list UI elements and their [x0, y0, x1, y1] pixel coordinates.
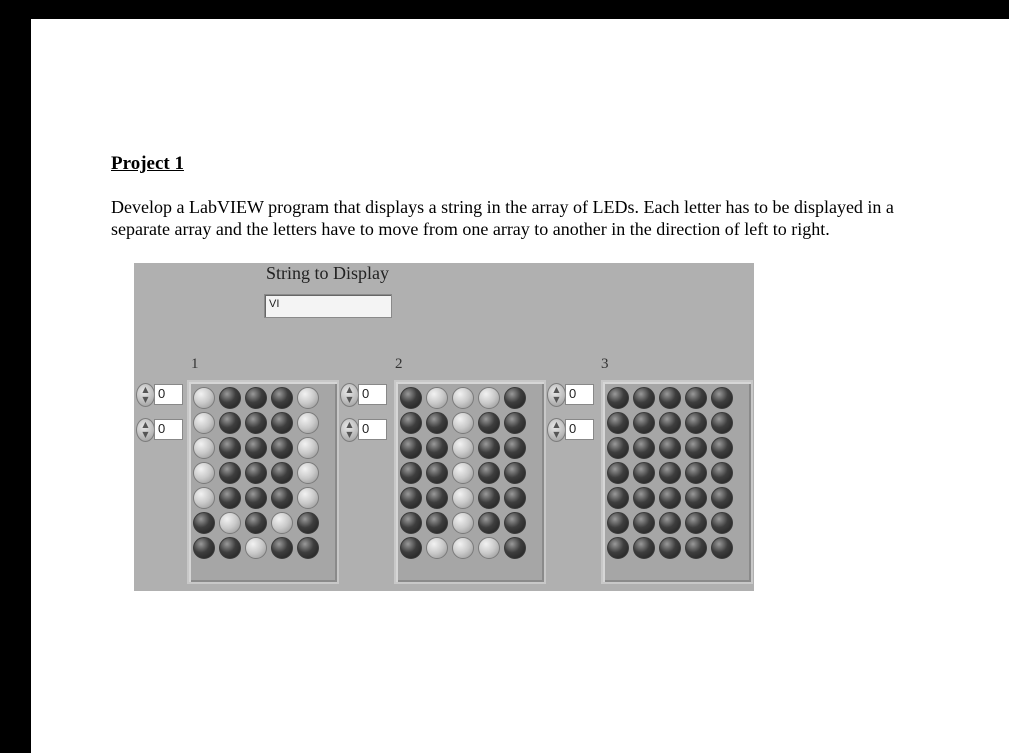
led-off[interactable]: [426, 462, 448, 484]
led-off[interactable]: [504, 512, 526, 534]
led-off[interactable]: [711, 487, 733, 509]
led-off[interactable]: [659, 462, 681, 484]
led-on[interactable]: [452, 387, 474, 409]
array-col-index-control[interactable]: [547, 418, 597, 442]
project-description: Develop a LabVIEW program that displays a string in the array of LEDs. Each letter has to be displayed in a separate array and the letters have to move from one array to another in the direction of left to right.: [111, 197, 894, 239]
led-off[interactable]: [504, 487, 526, 509]
led-off[interactable]: [711, 437, 733, 459]
array-row-index-value[interactable]: 0: [358, 384, 387, 405]
array-col-index-control[interactable]: [340, 418, 390, 442]
array-row-index-value[interactable]: 0: [154, 384, 183, 405]
increment-decrement-icon[interactable]: ▲ ▼: [340, 383, 359, 407]
led-array-frame: [187, 380, 339, 584]
led-off[interactable]: [659, 487, 681, 509]
led-off[interactable]: [400, 512, 422, 534]
led-on[interactable]: [193, 462, 215, 484]
led-off[interactable]: [607, 537, 629, 559]
led-on[interactable]: [193, 437, 215, 459]
led-off[interactable]: [504, 537, 526, 559]
led-on[interactable]: [297, 437, 319, 459]
led-grid: [193, 387, 319, 562]
led-off[interactable]: [711, 462, 733, 484]
led-off[interactable]: [711, 412, 733, 434]
led-off[interactable]: [633, 387, 655, 409]
led-off[interactable]: [426, 487, 448, 509]
led-off[interactable]: [297, 512, 319, 534]
led-on[interactable]: [452, 437, 474, 459]
led-on[interactable]: [452, 512, 474, 534]
led-off[interactable]: [271, 462, 293, 484]
array-row-index-control[interactable]: [547, 383, 597, 407]
led-off[interactable]: [685, 537, 707, 559]
led-off[interactable]: [607, 487, 629, 509]
led-off[interactable]: [219, 412, 241, 434]
led-off[interactable]: [478, 437, 500, 459]
led-off[interactable]: [633, 437, 655, 459]
led-off[interactable]: [685, 437, 707, 459]
led-array-frame: [394, 380, 546, 584]
led-off[interactable]: [607, 437, 629, 459]
led-on[interactable]: [219, 512, 241, 534]
led-array-frame: [601, 380, 753, 584]
led-off[interactable]: [219, 537, 241, 559]
led-off[interactable]: [478, 462, 500, 484]
led-off[interactable]: [659, 387, 681, 409]
led-off[interactable]: [633, 412, 655, 434]
array-row-index-control[interactable]: [340, 383, 390, 407]
led-off[interactable]: [685, 462, 707, 484]
led-off[interactable]: [607, 387, 629, 409]
led-off[interactable]: [245, 387, 267, 409]
led-off[interactable]: [633, 487, 655, 509]
led-off[interactable]: [219, 487, 241, 509]
project-title: Project 1: [111, 153, 184, 174]
led-on[interactable]: [271, 512, 293, 534]
led-on[interactable]: [297, 487, 319, 509]
led-on[interactable]: [245, 537, 267, 559]
led-off[interactable]: [607, 512, 629, 534]
array-col-index-control[interactable]: [136, 418, 186, 442]
led-off[interactable]: [685, 412, 707, 434]
led-off[interactable]: [297, 537, 319, 559]
led-off[interactable]: [504, 437, 526, 459]
led-off[interactable]: [504, 412, 526, 434]
led-on[interactable]: [426, 387, 448, 409]
led-off[interactable]: [400, 537, 422, 559]
led-off[interactable]: [400, 437, 422, 459]
led-on[interactable]: [426, 537, 448, 559]
labview-front-panel: [134, 263, 754, 591]
led-on[interactable]: [193, 412, 215, 434]
led-off[interactable]: [633, 512, 655, 534]
led-off[interactable]: [400, 487, 422, 509]
led-on[interactable]: [297, 462, 319, 484]
array-col-index-value[interactable]: 0: [154, 419, 183, 440]
led-off[interactable]: [219, 462, 241, 484]
led-off[interactable]: [659, 537, 681, 559]
led-off[interactable]: [711, 537, 733, 559]
led-off[interactable]: [271, 437, 293, 459]
increment-decrement-icon[interactable]: ▲ ▼: [547, 383, 566, 407]
led-off[interactable]: [685, 387, 707, 409]
increment-decrement-icon[interactable]: ▲ ▼: [547, 418, 566, 442]
led-off[interactable]: [245, 512, 267, 534]
array-index-label: 3: [601, 356, 609, 372]
array-col-index-value[interactable]: 0: [565, 419, 594, 440]
led-off[interactable]: [193, 537, 215, 559]
array-row-index-value[interactable]: 0: [565, 384, 594, 405]
led-off[interactable]: [400, 462, 422, 484]
led-grid: [400, 387, 526, 562]
led-off[interactable]: [426, 437, 448, 459]
increment-decrement-icon[interactable]: ▲ ▼: [340, 418, 359, 442]
led-off[interactable]: [400, 412, 422, 434]
led-off[interactable]: [245, 437, 267, 459]
array-row-index-control[interactable]: [136, 383, 186, 407]
increment-decrement-icon[interactable]: ▲ ▼: [136, 418, 155, 442]
led-off[interactable]: [685, 512, 707, 534]
led-off[interactable]: [633, 462, 655, 484]
led-on[interactable]: [452, 487, 474, 509]
led-grid: [607, 387, 733, 562]
led-off[interactable]: [633, 537, 655, 559]
led-off[interactable]: [711, 387, 733, 409]
led-off[interactable]: [478, 412, 500, 434]
led-off[interactable]: [271, 537, 293, 559]
led-on[interactable]: [452, 412, 474, 434]
led-off[interactable]: [607, 462, 629, 484]
led-on[interactable]: [478, 537, 500, 559]
led-off[interactable]: [400, 387, 422, 409]
led-off[interactable]: [271, 487, 293, 509]
led-on[interactable]: [193, 487, 215, 509]
led-on[interactable]: [193, 387, 215, 409]
window-top-border: [0, 0, 1009, 19]
led-off[interactable]: [245, 462, 267, 484]
led-off[interactable]: [685, 487, 707, 509]
led-off[interactable]: [659, 412, 681, 434]
led-on[interactable]: [478, 387, 500, 409]
led-on[interactable]: [452, 462, 474, 484]
led-on[interactable]: [297, 387, 319, 409]
string-to-display-label: String to Display: [266, 263, 390, 283]
array-col-index-value[interactable]: 0: [358, 419, 387, 440]
led-off[interactable]: [245, 412, 267, 434]
led-off[interactable]: [245, 487, 267, 509]
led-off[interactable]: [504, 462, 526, 484]
led-off[interactable]: [193, 512, 215, 534]
led-off[interactable]: [659, 512, 681, 534]
led-off[interactable]: [219, 437, 241, 459]
led-off[interactable]: [271, 412, 293, 434]
led-on[interactable]: [452, 537, 474, 559]
array-index-label: 1: [191, 356, 199, 372]
array-index-label: 2: [395, 356, 403, 372]
led-off[interactable]: [426, 512, 448, 534]
window-left-border: [0, 0, 31, 753]
led-off[interactable]: [504, 387, 526, 409]
led-off[interactable]: [711, 512, 733, 534]
led-on[interactable]: [297, 412, 319, 434]
increment-decrement-icon[interactable]: ▲ ▼: [136, 383, 155, 407]
led-off[interactable]: [271, 387, 293, 409]
string-to-display-input[interactable]: VI: [264, 294, 392, 318]
led-off[interactable]: [478, 487, 500, 509]
led-off[interactable]: [659, 437, 681, 459]
led-off[interactable]: [478, 512, 500, 534]
led-off[interactable]: [426, 412, 448, 434]
led-off[interactable]: [219, 387, 241, 409]
led-off[interactable]: [607, 412, 629, 434]
